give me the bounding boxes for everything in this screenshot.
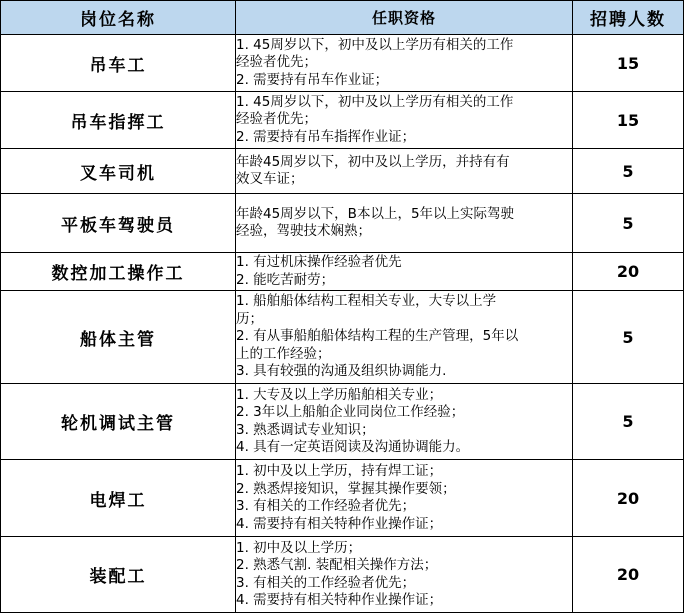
table-row xyxy=(1,384,684,460)
table-row xyxy=(1,537,684,613)
requirement-line: 历； xyxy=(236,310,263,327)
requirement-line: 1. 45周岁以下，初中及以上学历有相关的工作 xyxy=(236,36,514,53)
requirement-line: 2. 需要持有吊车指挥作业证； xyxy=(236,128,416,145)
header-row xyxy=(1,1,684,35)
requirement-line: 2. 熟悉焊接知识，掌握其操作要领； xyxy=(236,480,456,497)
requirement-line: 1. 船舶船体结构工程相关专业，大专以上学 xyxy=(236,293,497,310)
requirement-line: 3. 有相关的工作经验者优先； xyxy=(236,574,416,591)
requirement-line: 2. 能吃苦耐劳； xyxy=(236,271,335,288)
requirement-line: 3. 具有较强的沟通及组织协调能力. xyxy=(236,363,447,380)
table-row xyxy=(1,35,684,92)
requirement-line: 1. 大专及以上学历船舶相关专业； xyxy=(236,386,443,403)
requirement-line: 2. 有从事船舶船体结构工程的生产管理，5年以 xyxy=(236,328,519,345)
table-row xyxy=(1,194,684,253)
headcount: 5 xyxy=(573,194,684,253)
position-name: 轮机调试主管 xyxy=(1,384,236,460)
requirement-line: 3. 有相关的工作经验者优先； xyxy=(236,498,416,514)
position-name: 平板车驾驶员 xyxy=(1,194,236,253)
table-row xyxy=(1,253,684,291)
headcount: 5 xyxy=(573,384,684,460)
requirements-cell xyxy=(236,384,573,460)
position-name: 船体主管 xyxy=(1,291,236,384)
position-name: 吊车指挥工 xyxy=(1,92,236,149)
headcount: 20 xyxy=(573,253,684,291)
requirement-line: 1. 有过机床操作经验者优先 xyxy=(236,254,402,270)
table-row xyxy=(1,460,684,537)
table-row xyxy=(1,291,684,384)
headcount: 15 xyxy=(573,35,684,92)
requirement-line: 2. 3年以上船舶企业同岗位工作经验； xyxy=(236,404,465,420)
position-name: 吊车工 xyxy=(1,35,236,92)
requirements-cell xyxy=(236,253,573,291)
headcount: 20 xyxy=(573,460,684,537)
requirements-cell xyxy=(236,35,573,92)
requirement-line: 经验，驾驶技术娴熟； xyxy=(236,223,371,239)
header-position: 岗位名称 xyxy=(1,1,236,35)
requirement-line: 1. 初中及以上学历，持有焊工证； xyxy=(236,463,443,479)
table-row xyxy=(1,149,684,194)
requirement-line: 4. 具有一定英语阅读及沟通协调能力。 xyxy=(236,439,470,455)
header-requirements: 任职资格 xyxy=(236,1,573,35)
requirement-line: 1. 初中及以上学历； xyxy=(236,539,362,556)
position-name: 装配工 xyxy=(1,537,236,613)
requirement-line: 经验者优先； xyxy=(236,111,317,128)
requirements-cell xyxy=(236,194,573,253)
requirements-cell xyxy=(236,291,573,384)
requirements-cell xyxy=(236,537,573,613)
headcount: 15 xyxy=(573,92,684,149)
headcount: 5 xyxy=(573,291,684,384)
requirement-line: 3. 熟悉调试专业知识； xyxy=(236,421,375,438)
position-name: 数控加工操作工 xyxy=(1,253,236,291)
requirements-cell xyxy=(236,460,573,537)
headcount: 20 xyxy=(573,537,684,613)
headcount: 5 xyxy=(573,149,684,194)
header-headcount: 招聘人数 xyxy=(573,1,684,35)
position-name: 叉车司机 xyxy=(1,149,236,194)
requirement-line: 4. 需要持有相关特种作业操作证； xyxy=(236,592,443,608)
requirement-line: 2. 需要持有吊车作业证； xyxy=(236,71,389,88)
requirement-line: 2. 熟悉气割. 装配相关操作方法； xyxy=(236,557,438,573)
requirement-line: 上的工作经验； xyxy=(236,345,331,362)
requirement-line: 效叉车证； xyxy=(236,171,304,187)
table-row xyxy=(1,92,684,149)
requirement-line: 年龄45周岁以下，B本以上，5年以上实际驾驶 xyxy=(236,205,515,222)
requirements-cell xyxy=(236,92,573,149)
requirements-cell xyxy=(236,149,573,194)
requirement-line: 经验者优先； xyxy=(236,54,317,71)
requirement-line: 4. 需要持有相关特种作业操作证； xyxy=(236,515,443,532)
requirement-line: 1. 45周岁以下，初中及以上学历有相关的工作 xyxy=(236,93,514,110)
position-name: 电焊工 xyxy=(1,460,236,537)
requirement-line: 年龄45周岁以下，初中及以上学历，并持有有 xyxy=(236,153,510,170)
